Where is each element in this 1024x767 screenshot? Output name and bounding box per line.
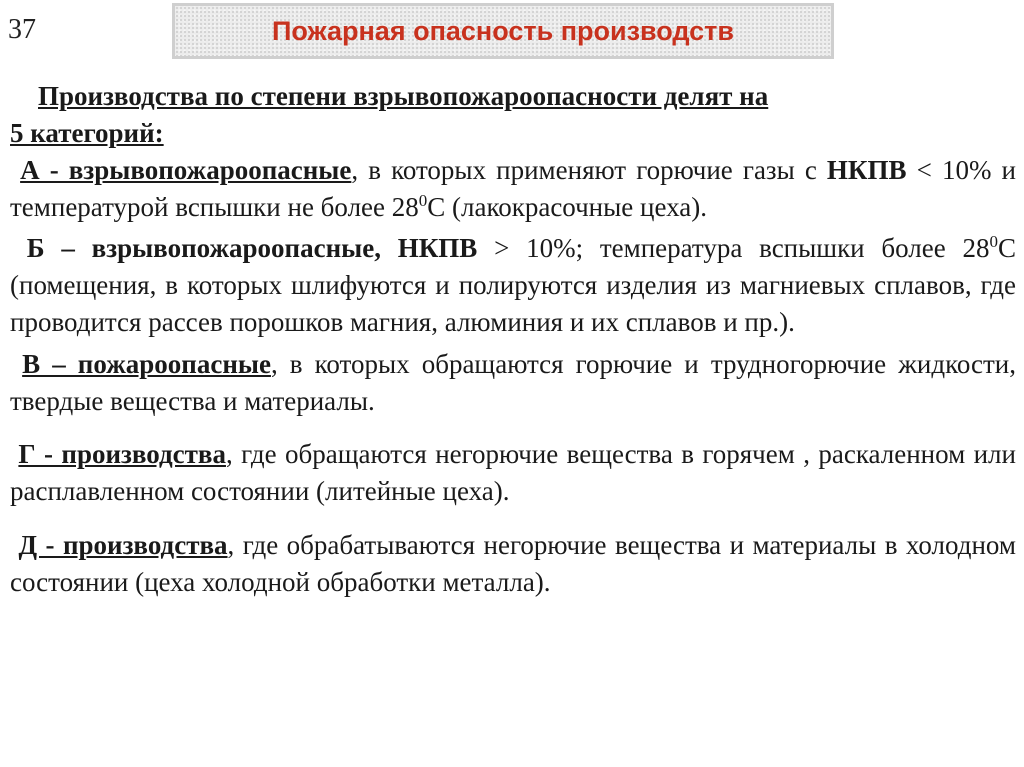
category-v-term: В – пожароопасные (22, 349, 271, 379)
category-a (10, 152, 1016, 226)
category-g (10, 436, 1016, 510)
category-v (10, 346, 1016, 420)
category-b-bold: НКПВ (380, 233, 478, 263)
category-a-sup: 0 (418, 191, 428, 210)
category-b-text-1: > 10%; температура вспышки более 28 (477, 233, 990, 263)
intro-heading (10, 78, 1016, 152)
category-g-term: Г - производства (18, 439, 226, 469)
category-b (10, 230, 1016, 341)
category-d-text: , где обрабатываются негорючие вещества и материалы в холодном состоянии (цеха холодной обработки металла). (10, 530, 1017, 597)
category-b-term: Б – взрывопожароопасные, (26, 233, 381, 263)
intro-line-2: 5 категорий: (10, 118, 164, 148)
category-v-text: , в которых обращаются горючие и трудногорючие жидкости, твердые вещества и материалы. (10, 349, 1016, 416)
title-banner (172, 3, 834, 59)
slide-number: 37 (8, 14, 36, 45)
category-a-bold: НКПВ (826, 155, 907, 185)
category-a-term: А - взрывопожароопасные (20, 155, 352, 185)
intro-line-1: Производства по степени взрывопожароопасности делят на (38, 81, 769, 111)
category-b-sup: 0 (989, 232, 998, 251)
slide-title: Пожарная опасность производств (271, 15, 735, 46)
category-d (10, 527, 1016, 601)
category-a-text-2: < 10% и температурой вспышки не более 28 (10, 155, 1016, 222)
category-a-text-1: , в которых применяют горючие газы с (351, 155, 827, 185)
category-b-text-2: С (помещения, в которых шлифуются и полируются изделия из магниевых сплавов, где проводится рассев порошков магния, алюминия и их сплавов и пр.). (10, 233, 1016, 337)
category-g-text: , где обращаются негорючие вещества в горячем , раскаленном или расплавленном состоянии (литейные цеха). (10, 439, 1016, 506)
slide-content (10, 78, 1016, 601)
category-d-term: Д - производства (18, 530, 228, 560)
category-a-text-3: С (лакокрасочные цеха). (427, 192, 707, 222)
